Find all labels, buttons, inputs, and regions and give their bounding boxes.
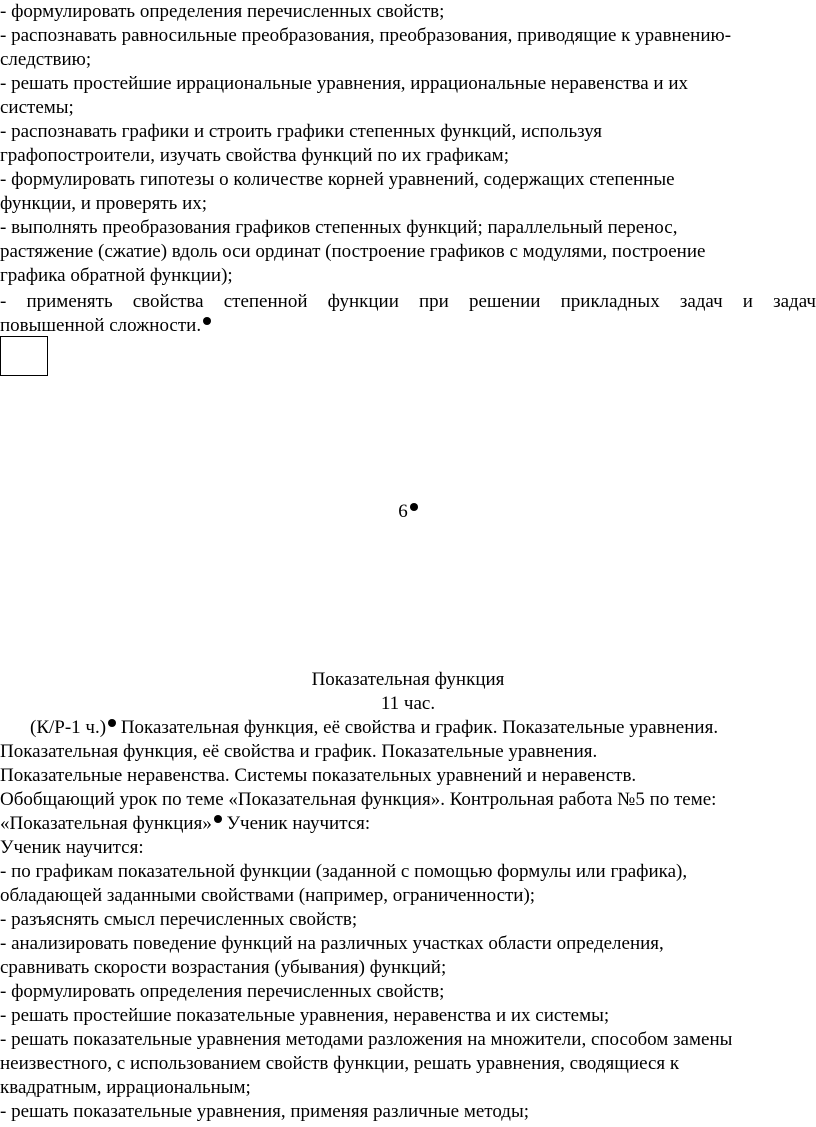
text-line: неизвестного, с использованием свойств функции, решать уравнения, сводящиеся к [0,1053,680,1074]
justified-text-line [0,290,816,314]
text-line: обладающей заданными свойствами (например, ограниченности); [0,885,536,906]
section-hours: 11 час. [380,693,436,714]
text-line: графика обратной функции); [0,265,233,286]
section-title: Показательная функция [311,669,505,690]
page-number-text: 6 [398,501,408,522]
intro-prefix: (К/Р-1 ч.) [30,717,107,738]
text-line: графопостроители, изучать свойства функций по их графикам; [0,145,509,166]
text-line: Показательные неравенства. Системы показательных уравнений и неравенств. [0,765,637,786]
intro-rest: Показательная функция, её свойства и график. Показательные уравнения. [116,717,719,738]
text-line: Обобщающий урок по теме «Показательная функция». Контрольная работа №5 по теме: [0,789,717,810]
text-line: - формулировать гипотезы о количестве корней уравнений, содержащих степенные [0,169,675,190]
text-line: растяжение (сжатие) вдоль оси ординат (построение графиков с модулями, построение [0,241,706,262]
word: при [419,291,449,312]
text-line: - по графикам показательной функции (заданной с помощью формулы или графика), [0,861,688,882]
text-line: - распознавать равносильные преобразования, преобразования, приводящие к уравнению- [0,25,732,46]
word: применять [26,291,113,312]
text-line: - анализировать поведение функций на различных участках области определения, [0,933,664,954]
text-line: Показательная функция, её свойства и график. Показательные уравнения. [0,741,598,762]
text-line: - распознавать графики и строить графики степенных функций, используя [0,121,602,142]
text-line: - решать показательные уравнения, применяя различные методы; [0,1101,529,1122]
word: функции [327,291,399,312]
text-line: следствию; [0,49,92,70]
text-line: квадратным, иррациональным; [0,1077,251,1098]
text-line: - решать простейшие иррациональные уравнения, иррациональные неравенства и их [0,73,688,94]
text-line: - решать простейшие показательные уравнения, неравенства и их системы; [0,1005,610,1026]
word: степенной [223,291,308,312]
text-line: Ученик научится: [0,837,144,858]
text-line [0,314,816,338]
page-number [0,500,816,524]
text-line: - решать показательные уравнения методами разложения на множители, способом замены [0,1029,733,1050]
text-line: - формулировать определения перечисленных свойств; [0,1,445,22]
word: задач [679,291,723,312]
text: повышенной сложности. [0,315,202,336]
word: и [742,291,753,312]
text-line: - разъяснять смысл перечисленных свойств; [0,909,358,930]
section-intro [0,716,816,740]
topic-text: «Показательная функция» [0,813,212,834]
topic-rest: Ученик научится: [221,813,371,834]
text-line [0,812,816,836]
text-line: системы; [0,97,74,118]
word: решении [468,291,541,312]
text-line: - формулировать определения перечисленных свойств; [0,981,445,1002]
text-line: функции, и проверять их; [0,193,208,214]
bullet-dot-icon [214,815,222,823]
word: прикладных [560,291,660,312]
text-line: - выполнять преобразования графиков степенных функций; параллельный перенос, [0,217,678,238]
bullet-dot-icon [410,503,418,511]
empty-box [0,336,48,376]
bullet-dot-icon [203,317,211,325]
word: - [0,291,7,312]
text-line: сравнивать скорости возрастания (убывания) функций; [0,957,447,978]
bullet-dot-icon [108,719,116,727]
word: задач [773,291,816,312]
word: свойства [132,291,204,312]
